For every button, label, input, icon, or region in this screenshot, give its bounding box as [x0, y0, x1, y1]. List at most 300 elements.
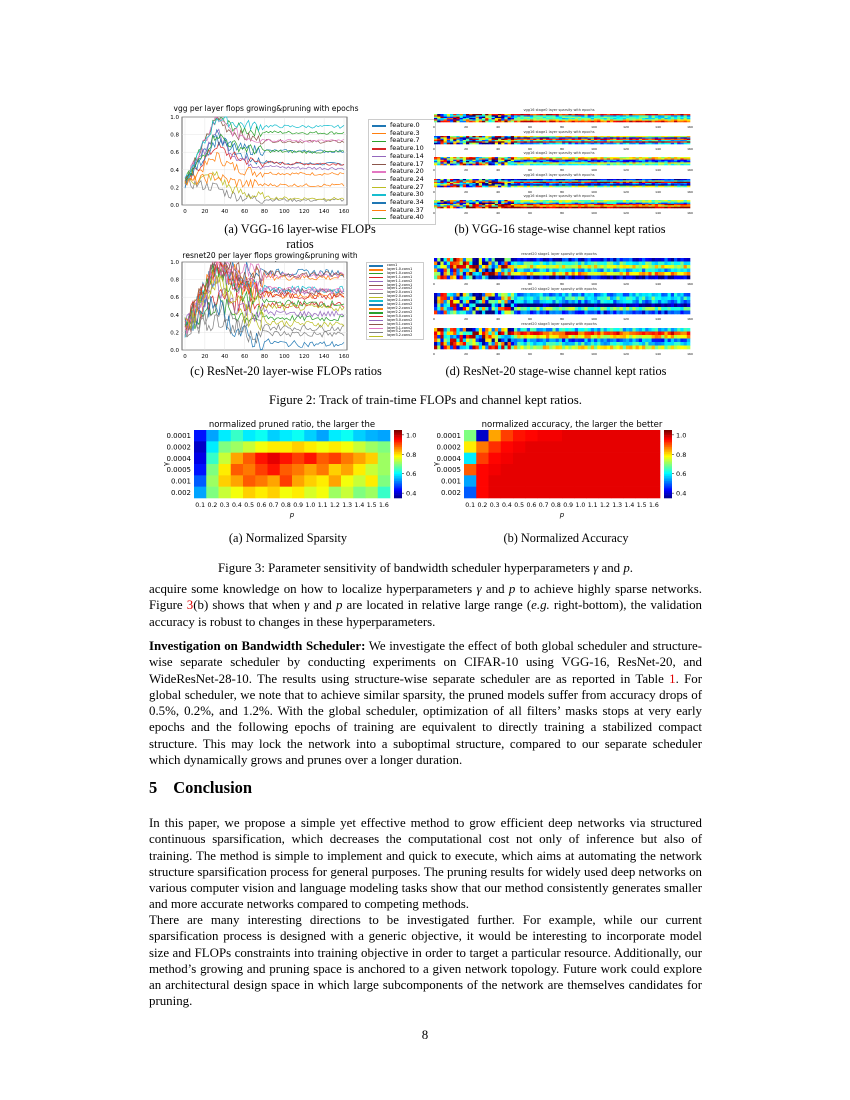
strip-cell — [658, 342, 662, 346]
strip-cell — [584, 272, 588, 276]
strip-cell — [664, 269, 668, 273]
strip-cell — [444, 307, 448, 311]
strip-cell — [527, 269, 531, 273]
strip-cell — [546, 339, 550, 343]
heatmap-cell — [587, 430, 600, 442]
strip-cell — [460, 339, 464, 343]
y-tick-label: 0.0001 — [436, 432, 461, 441]
legend-swatch — [372, 202, 386, 203]
table-1-ref-link[interactable]: 1 — [669, 671, 676, 686]
strip-cell — [450, 300, 454, 304]
strip-tick: 120 — [623, 168, 629, 172]
strip-cell — [565, 262, 569, 266]
strip-cell — [485, 142, 489, 144]
strip-cell — [597, 276, 601, 280]
strip-cell — [613, 262, 617, 266]
y-tick-label: 0.4 — [170, 167, 179, 174]
legend-label: layer2.1.conv1 — [387, 298, 413, 303]
strip-cell — [591, 335, 595, 339]
strip-cell — [485, 297, 489, 301]
strip-cell — [501, 121, 505, 123]
strip-cell — [492, 293, 496, 297]
strip-cell — [520, 262, 524, 266]
heatmap-cell — [562, 430, 575, 442]
legend-swatch — [369, 297, 383, 298]
strip-cell — [575, 258, 579, 262]
strip-cell — [546, 304, 550, 308]
strip-cell — [575, 311, 579, 315]
colorbar-tick-label: 0.4 — [406, 489, 417, 498]
strip-cell — [492, 258, 496, 262]
strip-cell — [610, 304, 614, 308]
strip-cell — [504, 121, 508, 123]
strip-cell — [546, 335, 550, 339]
strip-cell — [661, 258, 665, 262]
fig3b-heatmap — [430, 428, 695, 528]
strip-cell — [661, 300, 665, 304]
strip-cell — [594, 342, 598, 346]
strip-cell — [495, 262, 499, 266]
strip-cell — [575, 164, 579, 166]
strip-cell — [664, 346, 668, 350]
heatmap-cell — [623, 441, 636, 453]
strip-cell — [520, 307, 524, 311]
strip-cell — [642, 258, 646, 262]
strip-cell — [511, 142, 515, 144]
strip-cell — [623, 262, 627, 266]
x-tick-label: 0.5 — [244, 502, 255, 509]
strip-cell — [645, 269, 649, 273]
strip-cell — [556, 272, 560, 276]
strip-cell — [552, 207, 556, 209]
strip-cell — [482, 142, 486, 144]
colorbar-tick-label: 0.4 — [676, 489, 687, 498]
strip-cell — [469, 332, 473, 336]
strip-cell — [488, 342, 492, 346]
strip-cell — [661, 346, 665, 350]
strip-cell — [584, 339, 588, 343]
strip-cell — [508, 339, 512, 343]
strip-cell — [463, 265, 467, 269]
strip-cell — [575, 121, 579, 123]
strip-cell — [456, 272, 460, 276]
strip-cell — [575, 297, 579, 301]
strip-cell — [652, 258, 656, 262]
strip-cell — [504, 311, 508, 315]
heatmap-cell — [525, 475, 538, 487]
strip-tick: 140 — [655, 352, 661, 356]
strip-cell — [520, 328, 524, 332]
strip-cell — [504, 346, 508, 350]
strip-cell — [536, 307, 540, 311]
strip-cell — [562, 311, 566, 315]
strip-cell — [591, 121, 595, 123]
strip-cell — [626, 335, 630, 339]
strip-cell — [444, 265, 448, 269]
strip-cell — [661, 293, 665, 297]
strip-cell — [456, 342, 460, 346]
heatmap-cell — [489, 441, 502, 453]
strip-cell — [460, 164, 464, 166]
strip-cell — [476, 339, 480, 343]
strip-cell — [636, 335, 640, 339]
heatmap-cell — [255, 430, 268, 442]
strip-cell — [552, 300, 556, 304]
strip-cell — [655, 335, 659, 339]
strip-cell — [533, 207, 537, 209]
strip-cell — [466, 311, 470, 315]
strip-tick: 120 — [623, 125, 629, 129]
heatmap-cell — [562, 453, 575, 465]
legend-swatch — [369, 285, 383, 286]
strip-cell — [584, 265, 588, 269]
strip-cell — [543, 262, 547, 266]
strip-cell — [568, 269, 572, 273]
strip-tick: 80 — [560, 189, 564, 194]
heatmap-cell — [280, 441, 293, 453]
strip-cell — [469, 300, 473, 304]
strip-cell — [437, 335, 441, 339]
strip-cell — [453, 269, 457, 273]
strip-cell — [658, 185, 662, 187]
strip-cell — [562, 276, 566, 280]
strip-cell — [632, 164, 636, 166]
strip-cell — [456, 346, 460, 350]
strip-cell — [492, 304, 496, 308]
strip-cell — [517, 297, 521, 301]
strip-cell — [632, 207, 636, 209]
strip-cell — [562, 293, 566, 297]
legend-label: feature.37 — [390, 205, 424, 214]
strip-cell — [552, 272, 556, 276]
strip-cell — [687, 304, 691, 308]
strip-cell — [549, 164, 553, 166]
strip-cell — [450, 311, 454, 315]
strip-cell — [549, 276, 553, 280]
strip-cell — [485, 269, 489, 273]
strip-cell — [492, 342, 496, 346]
strip-heatmap — [426, 292, 692, 321]
strip-cell — [658, 304, 662, 308]
strip-cell — [671, 342, 675, 346]
strip-cell — [498, 272, 502, 276]
heatmap-cell — [501, 464, 514, 476]
strip-cell — [463, 207, 467, 209]
strip-cell — [613, 307, 617, 311]
strip-cell — [658, 335, 662, 339]
strip-cell — [556, 346, 560, 350]
strip-cell — [623, 272, 627, 276]
strip-cell — [463, 332, 467, 336]
strip-cell — [498, 269, 502, 273]
heatmap-cell — [501, 441, 514, 453]
strip-cell — [652, 297, 656, 301]
strip-cell — [578, 121, 582, 123]
strip-cell — [597, 121, 601, 123]
strip-cell — [543, 276, 547, 280]
strip-cell — [463, 339, 467, 343]
strip-cell — [552, 307, 556, 311]
strip-cell — [514, 304, 518, 308]
strip-cell — [482, 304, 486, 308]
strip-cell — [536, 342, 540, 346]
strip-cell — [488, 346, 492, 350]
strip-cell — [616, 276, 620, 280]
heatmap-cell — [636, 475, 649, 487]
legend-swatch — [372, 148, 386, 149]
strip-cell — [597, 300, 601, 304]
strip-cell — [524, 300, 528, 304]
strip-cell — [581, 342, 585, 346]
strip-cell — [584, 304, 588, 308]
strip-cell — [600, 276, 604, 280]
strip-cell — [575, 272, 579, 276]
strip-cell — [568, 342, 572, 346]
strip-cell — [629, 304, 633, 308]
strip-cell — [591, 304, 595, 308]
strip-cell — [620, 276, 624, 280]
strip-cell — [687, 258, 691, 262]
strip-cell — [463, 346, 467, 350]
heatmap-cell — [378, 441, 391, 453]
legend-swatch — [369, 332, 383, 333]
fig2c-legend — [366, 262, 424, 340]
strip-cell — [636, 258, 640, 262]
strip-cell — [508, 269, 512, 273]
strip-cell — [501, 339, 505, 343]
strip-cell — [594, 304, 598, 308]
strip-cell — [661, 339, 665, 343]
heatmap-cell — [255, 441, 268, 453]
strip-cell — [620, 185, 624, 187]
strip-cell — [584, 262, 588, 266]
strip-cell — [527, 332, 531, 336]
strip-tick: 0 — [433, 146, 435, 151]
strip-cell — [636, 332, 640, 336]
strip-cell — [588, 276, 592, 280]
strip-cell — [488, 258, 492, 262]
x-tick-label: 0 — [183, 209, 187, 215]
strip-cell — [597, 335, 601, 339]
strip-cell — [632, 335, 636, 339]
figure-3-ref-link[interactable]: 3 — [186, 598, 194, 613]
strip-cell — [479, 307, 483, 311]
strip-cell — [684, 142, 688, 144]
heatmap-cell — [464, 487, 477, 499]
strip-tick: 100 — [591, 168, 597, 172]
strip-cell — [444, 293, 448, 297]
strip-cell — [645, 332, 649, 336]
strip-cell — [626, 293, 630, 297]
strip-cell — [687, 300, 691, 304]
strip-cell — [584, 185, 588, 187]
colorbar-tick-label: 0.6 — [676, 470, 687, 479]
strip-cell — [498, 207, 502, 209]
strip-cell — [677, 258, 681, 262]
strip-cell — [636, 328, 640, 332]
strip-cell — [543, 300, 547, 304]
x-tick-label: 1.2 — [329, 502, 340, 509]
strip-cell — [594, 185, 598, 187]
strip-cell — [511, 328, 515, 332]
strip-cell — [440, 142, 444, 144]
strip-cell — [639, 265, 643, 269]
strip-cell — [440, 304, 444, 308]
strip-cell — [466, 335, 470, 339]
strip-cell — [498, 304, 502, 308]
strip-cell — [597, 258, 601, 262]
strip-cell — [613, 164, 617, 166]
x-tick-label: 120 — [299, 354, 310, 360]
strip-cell — [514, 269, 518, 273]
strip-cell — [600, 304, 604, 308]
strip-cell — [530, 142, 534, 144]
strip-cell — [466, 293, 470, 297]
x-tick-label: 80 — [261, 209, 268, 215]
strip-cell — [469, 335, 473, 339]
strip-cell — [559, 311, 563, 315]
legend-swatch — [372, 125, 386, 126]
strip-cell — [632, 293, 636, 297]
strip-cell — [556, 342, 560, 346]
strip-tick: 0 — [433, 189, 435, 194]
strip-cell — [668, 121, 672, 123]
strip-cell — [639, 276, 643, 280]
strip-cell — [517, 265, 521, 269]
strip-cell — [482, 307, 486, 311]
strip-cell — [482, 300, 486, 304]
strip-cell — [616, 335, 620, 339]
strip-cell — [504, 307, 508, 311]
heatmap-cell — [255, 464, 268, 476]
strip-cell — [469, 346, 473, 350]
strip-cell — [463, 164, 467, 166]
strip-cell — [588, 272, 592, 276]
strip-cell — [511, 332, 515, 336]
strip-cell — [626, 185, 630, 187]
strip-cell — [568, 304, 572, 308]
strip-cell — [677, 276, 681, 280]
strip-cell — [677, 265, 681, 269]
strip-cell — [597, 269, 601, 273]
strip-cell — [434, 297, 438, 301]
strip-cell — [572, 121, 576, 123]
strip-cell — [556, 293, 560, 297]
strip-cell — [501, 346, 505, 350]
strip-cell — [482, 272, 486, 276]
strip-cell — [600, 339, 604, 343]
strip-tick: 140 — [655, 211, 661, 215]
strip-cell — [546, 207, 550, 209]
strip-cell — [594, 269, 598, 273]
strip-cell — [530, 269, 534, 273]
strip-cell — [636, 164, 640, 166]
strip-cell — [549, 293, 553, 297]
x-tick-label: 100 — [279, 209, 290, 215]
strip-cell — [520, 164, 524, 166]
strip-cell — [495, 121, 499, 123]
strip-cell — [671, 207, 675, 209]
strip-cell — [610, 269, 614, 273]
strip-cell — [437, 262, 441, 266]
paragraph-hyperparameters: acquire some knowledge on how to localize hyperparameters γ and p to achieve highly sparse networks. Figure 3(b) shows that when γ and p are located in relative large range (e.g. right-bottom), the validation accuracy is robust to changes in these hyperparameters. — [149, 582, 702, 629]
strip-cell — [559, 269, 563, 273]
strip-cell — [572, 332, 576, 336]
heatmap-cell — [513, 475, 526, 487]
strip-cell — [578, 307, 582, 311]
strip-cell — [597, 328, 601, 332]
strip-cell — [498, 262, 502, 266]
strip-cell — [559, 339, 563, 343]
strip-cell — [440, 297, 444, 301]
strip-cell — [636, 339, 640, 343]
strip-cell — [604, 272, 608, 276]
strip-cell — [584, 307, 588, 311]
heatmap-cell — [292, 487, 305, 499]
strip-cell — [444, 300, 448, 304]
strip-cell — [511, 307, 515, 311]
strip-cell — [504, 297, 508, 301]
strip-cell — [629, 342, 633, 346]
strip-cell — [607, 346, 611, 350]
strip-cell — [488, 121, 492, 123]
heatmap-cell — [268, 441, 281, 453]
heatmap-cell — [255, 487, 268, 499]
strip-cell — [540, 265, 544, 269]
strip-cell — [664, 164, 668, 166]
strip-cell — [498, 185, 502, 187]
strip-cell — [530, 293, 534, 297]
y-tick-label: 0.001 — [170, 477, 191, 486]
strip-cell — [501, 265, 505, 269]
strip-cell — [501, 207, 505, 209]
strip-cell — [485, 346, 489, 350]
heatmap-cell — [268, 453, 281, 465]
strip-cell — [485, 311, 489, 315]
strip-cell — [527, 339, 531, 343]
strip-cell — [456, 258, 460, 262]
strip-cell — [610, 300, 614, 304]
heatmap-cell — [501, 453, 514, 465]
strip-cell — [495, 346, 499, 350]
strip-cell — [479, 258, 483, 262]
heatmap-cell — [353, 475, 366, 487]
strip-cell — [680, 185, 684, 187]
strip-cell — [556, 164, 560, 166]
strip-cell — [616, 332, 620, 336]
strip-cell — [450, 121, 454, 123]
heatmap-cell — [329, 441, 342, 453]
strip-cell — [460, 276, 464, 280]
strip-cell — [543, 293, 547, 297]
legend-swatch — [369, 300, 383, 301]
strip-cell — [479, 293, 483, 297]
strip-cell — [632, 297, 636, 301]
strip-cell — [626, 164, 630, 166]
strip-cell — [652, 332, 656, 336]
y-tick-label: 0.0002 — [166, 443, 191, 452]
strip-cell — [604, 293, 608, 297]
strip-cell — [645, 276, 649, 280]
strip-cell — [610, 272, 614, 276]
strip-cell — [447, 142, 451, 144]
strip-cell — [658, 297, 662, 301]
strip-cell — [581, 265, 585, 269]
heatmap-cell — [194, 430, 207, 442]
strip-cell — [511, 297, 515, 301]
strip-cell — [623, 276, 627, 280]
strip-cell — [530, 300, 534, 304]
